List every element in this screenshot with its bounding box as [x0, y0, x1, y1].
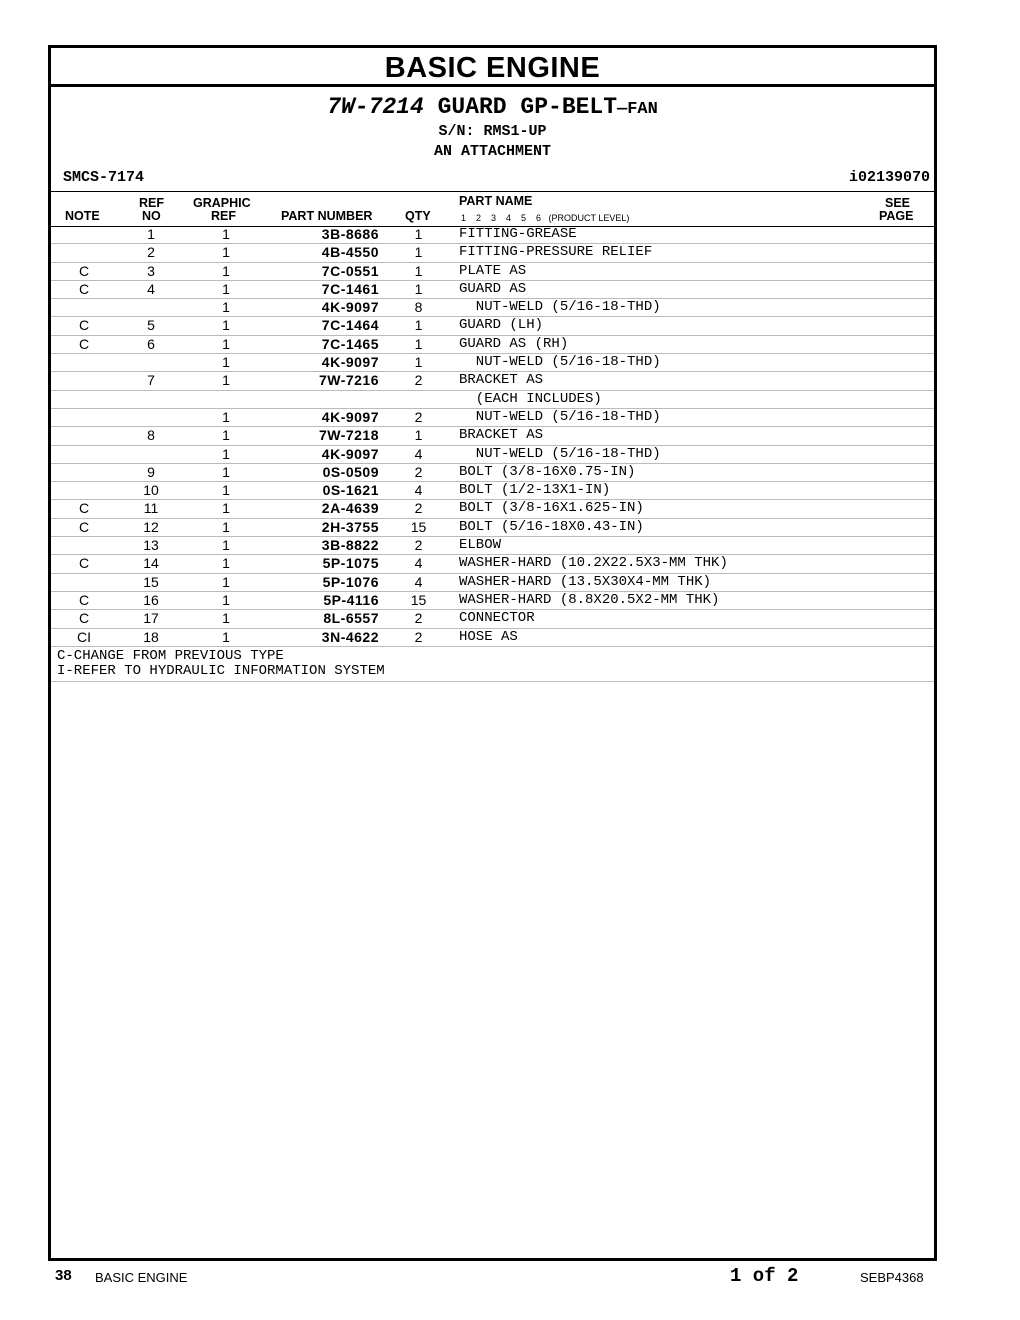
- part-name-cell: PLATE AS: [459, 262, 527, 279]
- part-number-cell: 0S-1621: [322, 482, 379, 499]
- col-see-top: SEE: [885, 196, 911, 210]
- table-row: [51, 537, 934, 555]
- part-number-cell: 4K-9097: [321, 408, 379, 425]
- graphic-ref-cell: 1: [222, 427, 230, 444]
- ref-no-cell: 11: [143, 500, 159, 517]
- part-name-cell: WASHER-HARD (13.5X30X4-MM THK): [459, 573, 712, 590]
- graphic-ref-cell: 1: [222, 610, 230, 627]
- graphic-ref-cell: 1: [222, 482, 230, 499]
- table-row: [51, 629, 934, 647]
- column-header: [51, 191, 934, 227]
- table-row: [51, 226, 934, 244]
- qty-cell: 2: [414, 610, 423, 627]
- serial-range: S/N: RMS1-UP: [438, 123, 547, 140]
- qty-cell: 15: [410, 518, 427, 535]
- qty-cell: 2: [414, 500, 423, 517]
- part-name-cell: NUT-WELD (5/16-18-THD): [459, 445, 661, 462]
- qty-cell: 4: [414, 482, 423, 499]
- col-part-number: PART NUMBER: [281, 209, 373, 223]
- col-see-bottom: PAGE: [879, 209, 914, 223]
- part-number-cell: 3N-4622: [321, 628, 379, 645]
- part-name-cell: HOSE AS: [459, 628, 518, 645]
- col-graphic-top: GRAPHIC: [193, 196, 251, 210]
- note-cell: C: [78, 280, 90, 297]
- part-number-cell: 4B-4550: [321, 244, 379, 261]
- ref-no-cell: 12: [143, 518, 159, 535]
- part-name-cell: GUARD AS (RH): [459, 335, 569, 352]
- note-cell: CI: [77, 628, 91, 645]
- part-number-cell: 5P-1076: [322, 573, 379, 590]
- col-qty: QTY: [405, 209, 431, 223]
- graphic-ref-cell: 1: [222, 573, 230, 590]
- table-row: [51, 427, 934, 445]
- part-name-cell: BOLT (3/8-16X1.625-IN): [459, 500, 644, 517]
- note-cell: C: [78, 262, 90, 279]
- table-row: [51, 464, 934, 482]
- ref-no-cell: 18: [143, 628, 159, 645]
- part-name-cell: (EACH INCLUDES): [459, 390, 602, 407]
- part-name-cell: FITTING-PRESSURE RELIEF: [459, 244, 653, 261]
- info-id: i02139070: [848, 169, 930, 186]
- graphic-ref-cell: 1: [222, 372, 230, 389]
- ref-no-cell: 16: [143, 591, 159, 608]
- notes-block: [51, 647, 934, 682]
- attachment-label: AN ATTACHMENT: [433, 143, 552, 160]
- graphic-ref-cell: 1: [222, 335, 230, 352]
- part-number-cell: 8L-6557: [323, 610, 379, 627]
- part-name-cell: BRACKET AS: [459, 372, 544, 389]
- part-number-cell: 7C-1465: [321, 335, 379, 352]
- ref-no-cell: 14: [143, 555, 159, 572]
- part-name-cell: GUARD (LH): [459, 317, 544, 334]
- part-number-cell: 2H-3755: [321, 518, 379, 535]
- part-name-cell: FITTING-GREASE: [459, 226, 577, 242]
- table-row: [51, 244, 934, 262]
- qty-cell: 4: [414, 445, 423, 462]
- graphic-ref-cell: 1: [222, 628, 230, 645]
- table-row: [51, 354, 934, 372]
- part-number-cell: 5P-1075: [322, 555, 379, 572]
- table-row: [51, 299, 934, 317]
- part-name-cell: BOLT (1/2-13X1-IN): [459, 482, 611, 499]
- qty-cell: 1: [414, 244, 423, 261]
- page-footer: [0, 1265, 1020, 1287]
- part-number-cell: 4K-9097: [321, 299, 379, 316]
- qty-cell: 2: [414, 408, 423, 425]
- note-line: I-REFER TO HYDRAULIC INFORMATION SYSTEM: [57, 662, 385, 679]
- group-suffix: —FAN: [617, 100, 658, 119]
- part-name-cell: BOLT (3/8-16X0.75-IN): [459, 463, 636, 480]
- part-number-cell: 7C-1464: [321, 317, 379, 334]
- qty-cell: 4: [414, 573, 423, 590]
- page-frame: [48, 45, 937, 1261]
- part-number-cell: 4K-9097: [321, 354, 379, 371]
- part-name-cell: NUT-WELD (5/16-18-THD): [459, 299, 661, 316]
- graphic-ref-cell: 1: [222, 591, 230, 608]
- table-row: [51, 574, 934, 592]
- part-name-cell: NUT-WELD (5/16-18-THD): [459, 354, 661, 371]
- ref-no-cell: 15: [143, 573, 159, 590]
- part-name-cell: WASHER-HARD (10.2X22.5X3-MM THK): [459, 555, 728, 572]
- ref-no-cell: 10: [143, 482, 159, 499]
- part-name-cell: CONNECTOR: [459, 610, 535, 627]
- section-title: BASIC ENGINE: [51, 48, 934, 87]
- graphic-ref-cell: 1: [222, 299, 230, 316]
- part-number-cell: 5P-4116: [323, 591, 379, 608]
- graphic-ref-cell: 1: [222, 500, 230, 517]
- table-row: [51, 482, 934, 500]
- ref-no-cell: 13: [143, 537, 159, 554]
- qty-cell: 1: [414, 317, 423, 334]
- part-number-cell: 0S-0509: [322, 463, 379, 480]
- table-row: [51, 519, 934, 537]
- qty-cell: 2: [414, 537, 423, 554]
- part-number-cell: 7W-7216: [318, 372, 379, 389]
- col-note: NOTE: [65, 209, 100, 223]
- table-row: [51, 555, 934, 573]
- ref-no-cell: 7: [147, 372, 155, 389]
- graphic-ref-cell: 1: [222, 262, 230, 279]
- ref-no-cell: 4: [147, 280, 155, 297]
- note-cell: C: [78, 518, 90, 535]
- note-cell: C: [78, 317, 90, 334]
- note-cell: C: [78, 555, 90, 572]
- table-row: [51, 317, 934, 335]
- graphic-ref-cell: 1: [222, 226, 230, 242]
- ref-no-cell: 9: [147, 463, 155, 480]
- ref-no-cell: 5: [147, 317, 155, 334]
- footer-section: BASIC ENGINE: [95, 1270, 188, 1285]
- table-row: [51, 281, 934, 299]
- graphic-ref-cell: 1: [222, 537, 230, 554]
- graphic-ref-cell: 1: [222, 463, 230, 480]
- ref-no-cell: 3: [147, 262, 155, 279]
- note-cell: C: [78, 591, 90, 608]
- group-number: 7W-7214: [327, 94, 424, 120]
- note-cell: C: [78, 610, 90, 627]
- qty-cell: 1: [414, 262, 423, 279]
- col-graphic-bottom: REF: [211, 209, 236, 223]
- page-of: 1 of 2: [730, 1265, 799, 1287]
- part-name-cell: NUT-WELD (5/16-18-THD): [459, 408, 661, 425]
- table-row: [51, 446, 934, 464]
- ref-no-cell: 17: [143, 610, 159, 627]
- qty-cell: 8: [414, 299, 423, 316]
- table-row: [51, 592, 934, 610]
- table-row: [51, 336, 934, 354]
- table-row: [51, 263, 934, 281]
- page-number: 38: [55, 1267, 72, 1284]
- graphic-ref-cell: 1: [222, 280, 230, 297]
- group-name: GUARD GP-BELT: [437, 94, 618, 120]
- note-cell: C: [78, 500, 90, 517]
- col-part-name: PART NAME: [459, 194, 533, 208]
- col-ref-bottom: NO: [142, 209, 161, 223]
- part-number-cell: 4K-9097: [321, 445, 379, 462]
- col-ref-top: REF: [139, 196, 164, 210]
- part-number-cell: 3B-8686: [321, 226, 379, 242]
- col-product-level: 1 2 3 4 5 6 (PRODUCT LEVEL): [461, 213, 630, 223]
- part-name-cell: BOLT (5/16-18X0.43-IN): [459, 518, 644, 535]
- graphic-ref-cell: 1: [222, 317, 230, 334]
- table-row: [51, 391, 934, 409]
- qty-cell: 1: [414, 280, 423, 297]
- qty-cell: 15: [410, 591, 427, 608]
- group-title: [51, 93, 934, 124]
- ref-no-cell: 2: [147, 244, 155, 261]
- parts-table: [51, 226, 934, 682]
- smcs-code: SMCS-7174: [63, 169, 145, 186]
- part-name-cell: BRACKET AS: [459, 427, 544, 444]
- part-number-cell: 7W-7218: [318, 427, 379, 444]
- table-row: [51, 610, 934, 628]
- qty-cell: 1: [414, 354, 423, 371]
- part-name-cell: ELBOW: [459, 537, 502, 554]
- qty-cell: 1: [414, 335, 423, 352]
- note-cell: C: [78, 335, 90, 352]
- table-row: [51, 372, 934, 390]
- graphic-ref-cell: 1: [222, 244, 230, 261]
- qty-cell: 2: [414, 372, 423, 389]
- part-number-cell: 3B-8822: [321, 537, 379, 554]
- ref-no-cell: 6: [147, 335, 155, 352]
- part-number-cell: 7C-0551: [321, 262, 379, 279]
- table-row: [51, 409, 934, 427]
- note-line: C-CHANGE FROM PREVIOUS TYPE: [57, 647, 284, 664]
- ref-no-cell: 1: [147, 226, 155, 242]
- qty-cell: 2: [414, 463, 423, 480]
- ref-no-cell: 8: [147, 427, 155, 444]
- part-name-cell: GUARD AS: [459, 280, 527, 297]
- part-number-cell: 2A-4639: [321, 500, 379, 517]
- graphic-ref-cell: 1: [222, 408, 230, 425]
- doc-id: SEBP4368: [860, 1270, 924, 1285]
- part-number-cell: 7C-1461: [321, 280, 379, 297]
- part-name-cell: WASHER-HARD (8.8X20.5X2-MM THK): [459, 591, 720, 608]
- graphic-ref-cell: 1: [222, 518, 230, 535]
- graphic-ref-cell: 1: [222, 555, 230, 572]
- graphic-ref-cell: 1: [222, 354, 230, 371]
- qty-cell: 2: [414, 628, 423, 645]
- table-row: [51, 500, 934, 518]
- qty-cell: 1: [414, 427, 423, 444]
- qty-cell: 4: [414, 555, 423, 572]
- qty-cell: 1: [414, 226, 423, 242]
- graphic-ref-cell: 1: [222, 445, 230, 462]
